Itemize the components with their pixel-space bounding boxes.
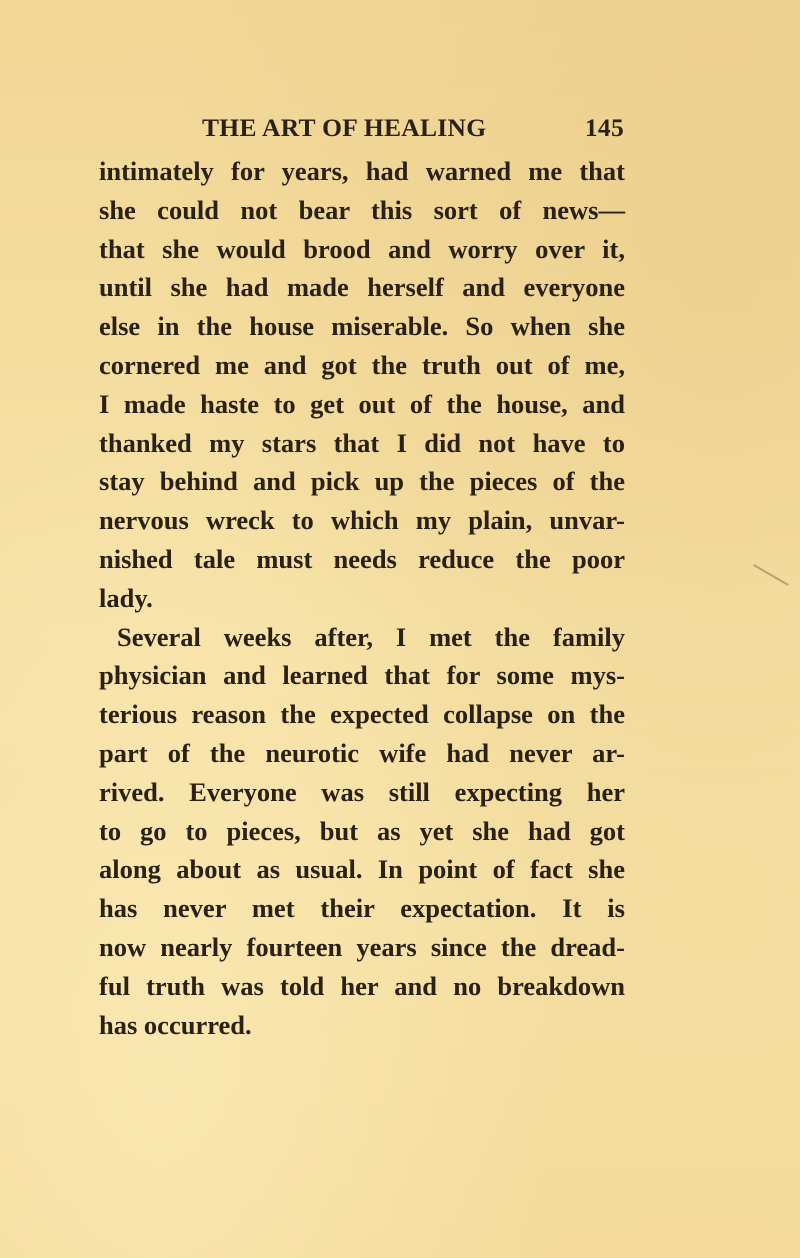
- text-line: ful truth was told her and no breakdown: [99, 970, 625, 1001]
- text-line: physician and learned that for some mys-: [99, 660, 625, 691]
- paper-mark: [753, 564, 789, 586]
- text-line: nished tale must needs reduce the poor: [99, 543, 625, 574]
- text-line: now nearly fourteen years since the dread-: [99, 931, 625, 962]
- text-line: else in the house miserable. So when she: [99, 311, 625, 342]
- body-text: [99, 152, 625, 1044]
- text-line: terious reason the expected collapse on the: [99, 699, 625, 730]
- running-title: THE ART OF HEALING: [202, 113, 487, 142]
- text-line: lady.: [99, 582, 153, 613]
- text-line: has never met their expectation. It is: [99, 893, 625, 924]
- page-number: 145: [584, 113, 624, 142]
- running-head: [202, 113, 624, 145]
- text-line: nervous wreck to which my plain, unvar-: [99, 505, 625, 536]
- text-line: intimately for years, had warned me that: [99, 156, 625, 186]
- text-line: stay behind and pick up the pieces of the: [99, 466, 625, 497]
- text-line: until she had made herself and everyone: [99, 272, 625, 303]
- text-line: cornered me and got the truth out of me,: [99, 349, 625, 380]
- text-line: part of the neurotic wife had never ar-: [99, 737, 625, 768]
- text-line: has occurred.: [99, 1009, 252, 1040]
- text-line: I made haste to get out of the house, and: [99, 388, 625, 419]
- text-line: thanked my stars that I did not have to: [99, 427, 625, 458]
- text-line: to go to pieces, but as yet she had got: [99, 815, 625, 846]
- text-line: she could not bear this sort of news—: [99, 194, 625, 225]
- text-line: Several weeks after, I met the family: [117, 621, 625, 652]
- text-line: rived. Everyone was still expecting her: [99, 776, 625, 807]
- text-line: along about as usual. In point of fact she: [99, 854, 625, 885]
- text-line: that she would brood and worry over it,: [99, 233, 625, 264]
